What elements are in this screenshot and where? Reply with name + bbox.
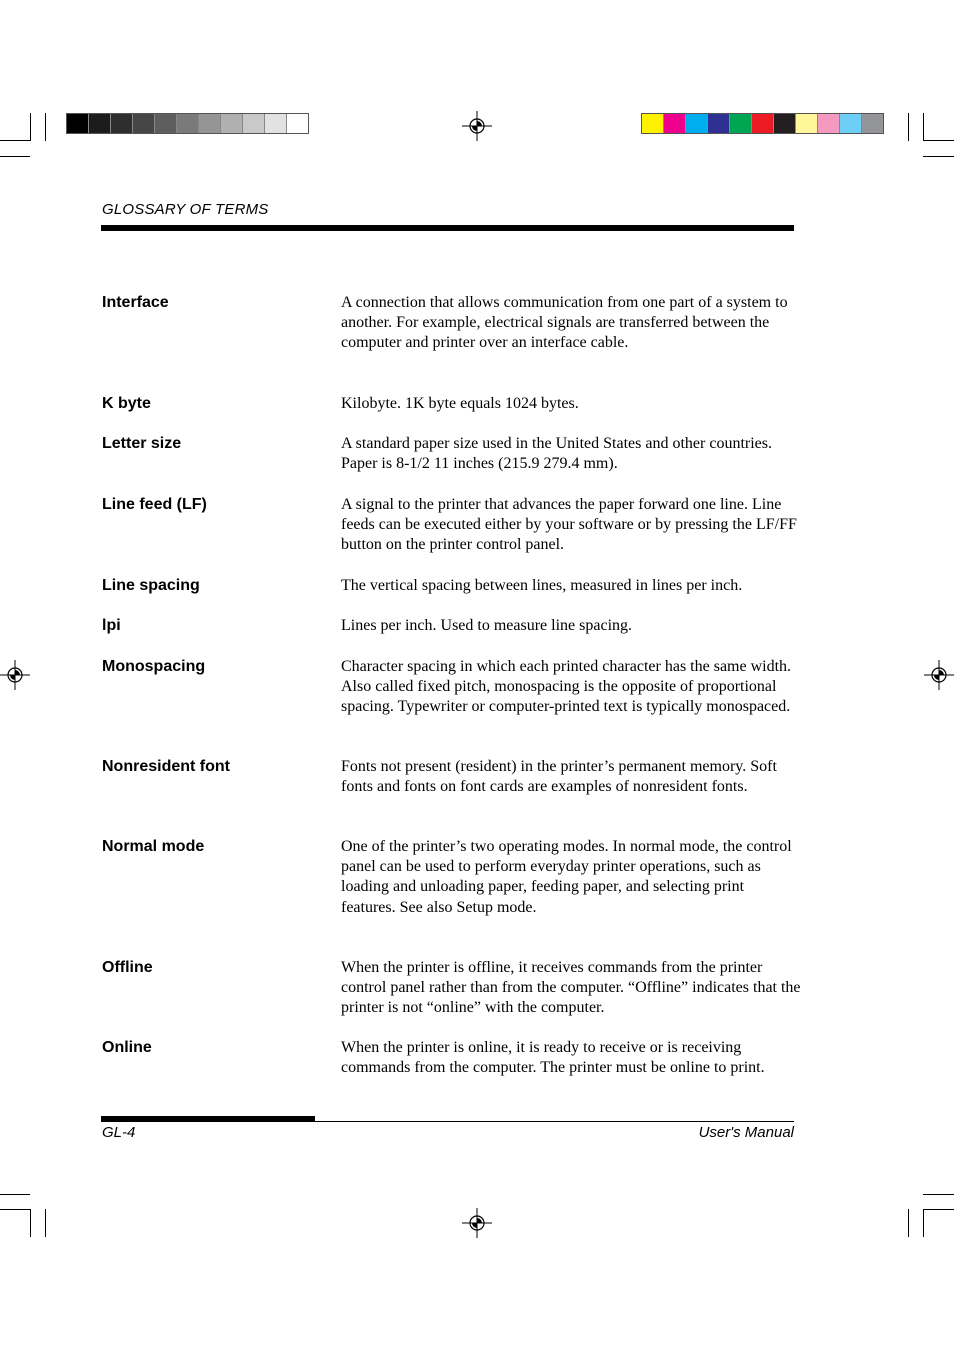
registration-mark-left (0, 660, 30, 690)
glossary-definition: Fonts not present (resident) in the printer’s permanent memory. Soft fonts and fonts on font cards are examples of nonresident fonts. (341, 758, 777, 796)
gray-density-bar (66, 113, 309, 134)
crop-mark-top-left-v2 (45, 113, 46, 141)
glossary-term: lpi (102, 617, 121, 634)
color-swatch (287, 114, 308, 133)
crop-mark-bottom-right-h (923, 1194, 954, 1195)
color-swatch (89, 114, 111, 133)
color-swatch (243, 114, 265, 133)
glossary-definition: Kilobyte. 1K byte equals 1024 bytes. (341, 395, 579, 412)
color-swatch (840, 114, 862, 133)
registration-mark-right (924, 660, 954, 690)
glossary-term: K byte (102, 395, 151, 412)
color-swatch (862, 114, 883, 133)
color-swatch (133, 114, 155, 133)
crop-mark-top-left-v (30, 113, 31, 141)
crop-mark-top-right-h2 (923, 156, 954, 157)
glossary-definition: The vertical spacing between lines, measured in lines per inch. (341, 577, 743, 594)
crop-mark-top-left-h2 (0, 156, 30, 157)
color-swatch (642, 114, 664, 133)
glossary-definition: Lines per inch. Used to measure line spacing. (341, 617, 633, 634)
glossary-definition: When the printer is online, it is ready to receive or is receiving commands from the computer. The printer must be online to print. (341, 1039, 765, 1077)
crop-mark-bottom-left-v2 (45, 1209, 46, 1237)
color-swatch (199, 114, 221, 133)
glossary-definition: Character spacing in which each printed character has the same width. Also called fixed pitch, monospacing is the opposite of proportional spacing. Typewriter or computer-printed text is typically monospaced. (341, 658, 792, 716)
color-swatch (686, 114, 708, 133)
color-swatch (664, 114, 686, 133)
glossary-definition: A signal to the printer that advances the paper forward one line. Line feeds can be executed either by your software or by pressing the LF/FF button on the printer control panel. (341, 496, 797, 554)
color-swatch (708, 114, 730, 133)
color-swatch (265, 114, 287, 133)
color-swatch (774, 114, 796, 133)
color-swatch (111, 114, 133, 133)
glossary-term: Online (102, 1039, 152, 1056)
glossary-term: Interface (102, 294, 169, 311)
glossary-definition: When the printer is offline, it receives commands from the printer control panel rather than from the computer. “Offline” indicates that the printer is not “online” with the computer. (341, 959, 801, 1017)
color-swatch (177, 114, 199, 133)
glossary-term: Monospacing (102, 658, 206, 675)
color-swatch (730, 114, 752, 133)
glossary-term: Normal mode (102, 838, 205, 855)
crop-mark-top-left-h (0, 140, 30, 141)
glossary-definition: A standard paper size used in the United States and other countries. Paper is 8-1/2 11 inches (215.9 279.4 mm). (341, 435, 772, 473)
page-number: GL-4 (102, 1124, 136, 1141)
color-swatch (796, 114, 818, 133)
color-swatch (221, 114, 243, 133)
glossary-definition: One of the printer’s two operating modes. In normal mode, the control panel can be used to perform everyday printer operations, such as loading and unloading paper, feeding paper, and selecting print features. See also Setup mode. (341, 838, 792, 916)
footer-rule-thin (315, 1121, 794, 1122)
color-swatch (818, 114, 840, 133)
color-calibration-bar (641, 113, 884, 134)
crop-mark-bottom-left-h2 (0, 1209, 30, 1210)
glossary-term: Letter size (102, 435, 182, 452)
glossary-term: Line feed (LF) (102, 496, 207, 513)
color-swatch (155, 114, 177, 133)
footer-rule-thick (101, 1116, 315, 1122)
crop-mark-top-right-v2 (923, 113, 924, 141)
crop-mark-bottom-right-v (908, 1209, 909, 1237)
section-title: GLOSSARY OF TERMS (102, 201, 269, 218)
manual-title: User's Manual (698, 1124, 794, 1141)
glossary-definition: A connection that allows communication from one part of a system to another. For example, electrical signals are transferred between the computer and printer over an interface cable. (341, 294, 788, 352)
crop-mark-top-right-h (923, 140, 954, 141)
crop-mark-bottom-right-h2 (923, 1209, 954, 1210)
crop-mark-bottom-right-v2 (923, 1209, 924, 1237)
registration-mark-top (462, 111, 492, 141)
glossary-term: Nonresident font (102, 758, 230, 775)
crop-mark-bottom-left-h (0, 1194, 30, 1195)
registration-mark-bottom (462, 1208, 492, 1238)
glossary-term: Line spacing (102, 577, 200, 594)
color-swatch (752, 114, 774, 133)
glossary-term: Offline (102, 959, 153, 976)
crop-mark-bottom-left-v (30, 1209, 31, 1237)
header-rule (101, 225, 794, 231)
crop-mark-top-right-v (908, 113, 909, 141)
color-swatch (67, 114, 89, 133)
